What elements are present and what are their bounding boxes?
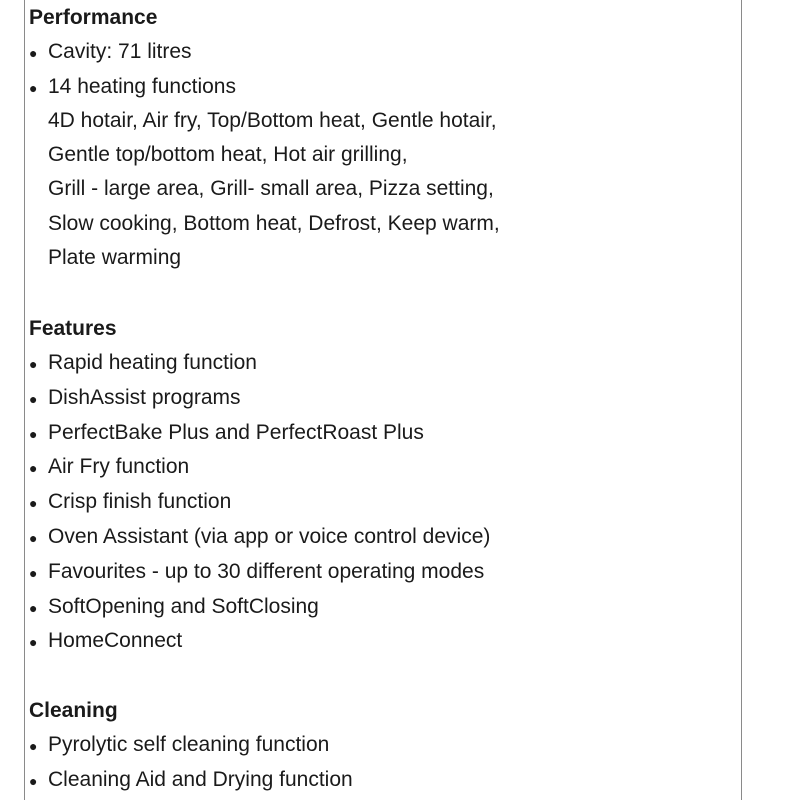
bullet-icon: ● — [29, 634, 38, 651]
list-item-text: Favourites - up to 30 different operating modes — [48, 559, 485, 583]
list-item — [29, 524, 741, 550]
cleaning-list — [29, 732, 741, 793]
list-item-text: PerfectBake Plus and PerfectRoast Plus — [48, 420, 424, 444]
features-heading: Features — [29, 317, 117, 340]
list-item-text: Cleaning Aid and Drying function — [48, 767, 353, 791]
list-item — [29, 732, 741, 758]
bullet-icon: ● — [29, 45, 38, 61]
list-item-text: Oven Assistant (via app or voice control device) — [48, 524, 491, 548]
spec-sheet — [24, 0, 742, 800]
bullet-icon: ● — [29, 79, 38, 96]
list-item-text: SoftOpening and SoftClosing — [48, 594, 319, 618]
heating-functions-detail — [48, 108, 741, 271]
performance-section — [29, 5, 741, 279]
heating-functions-line: Grill - large area, Grill- small area, Pizza setting, — [48, 177, 494, 201]
list-item — [29, 628, 741, 654]
heating-functions-line: Plate warming — [48, 245, 182, 269]
bullet-icon: ● — [29, 738, 38, 754]
bullet-icon: ● — [29, 529, 38, 546]
list-item-text: Air Fry function — [48, 455, 190, 479]
bullet-icon: ● — [29, 390, 38, 407]
bullet-icon: ● — [29, 599, 38, 616]
list-item — [29, 489, 741, 515]
cleaning-heading: Cleaning — [29, 699, 118, 722]
list-item-text: 14 heating functions — [48, 74, 236, 98]
features-section — [29, 316, 741, 663]
heating-functions-line: Gentle top/bottom heat, Hot air grilling, — [48, 143, 408, 167]
performance-heading: Performance — [29, 6, 158, 29]
list-item — [29, 74, 741, 100]
list-item — [29, 454, 741, 480]
bullet-icon: ● — [29, 772, 38, 789]
list-item-text: DishAssist programs — [48, 385, 241, 409]
list-item — [29, 385, 741, 411]
list-item-text: Cavity: 71 litres — [48, 40, 192, 63]
list-item — [29, 594, 741, 620]
cleaning-section — [29, 698, 741, 800]
list-item-text: Rapid heating function — [48, 351, 257, 374]
list-item-text: HomeConnect — [48, 629, 183, 653]
heating-functions-line: 4D hotair, Air fry, Top/Bottom heat, Gentle hotair, — [48, 108, 497, 132]
bullet-icon: ● — [29, 564, 38, 581]
bullet-icon: ● — [29, 425, 38, 442]
features-list — [29, 350, 741, 654]
list-item-text: Pyrolytic self cleaning function — [48, 733, 330, 756]
list-item — [29, 350, 741, 376]
bullet-icon: ● — [29, 356, 38, 372]
list-item — [29, 767, 741, 793]
heating-functions-line: Slow cooking, Bottom heat, Defrost, Keep warm, — [48, 211, 500, 235]
list-item-text: Crisp finish function — [48, 490, 232, 514]
performance-list — [29, 39, 741, 100]
list-item — [29, 39, 741, 65]
bullet-icon: ● — [29, 460, 38, 477]
list-item — [29, 420, 741, 446]
list-item — [29, 559, 741, 585]
bullet-icon: ● — [29, 495, 38, 512]
